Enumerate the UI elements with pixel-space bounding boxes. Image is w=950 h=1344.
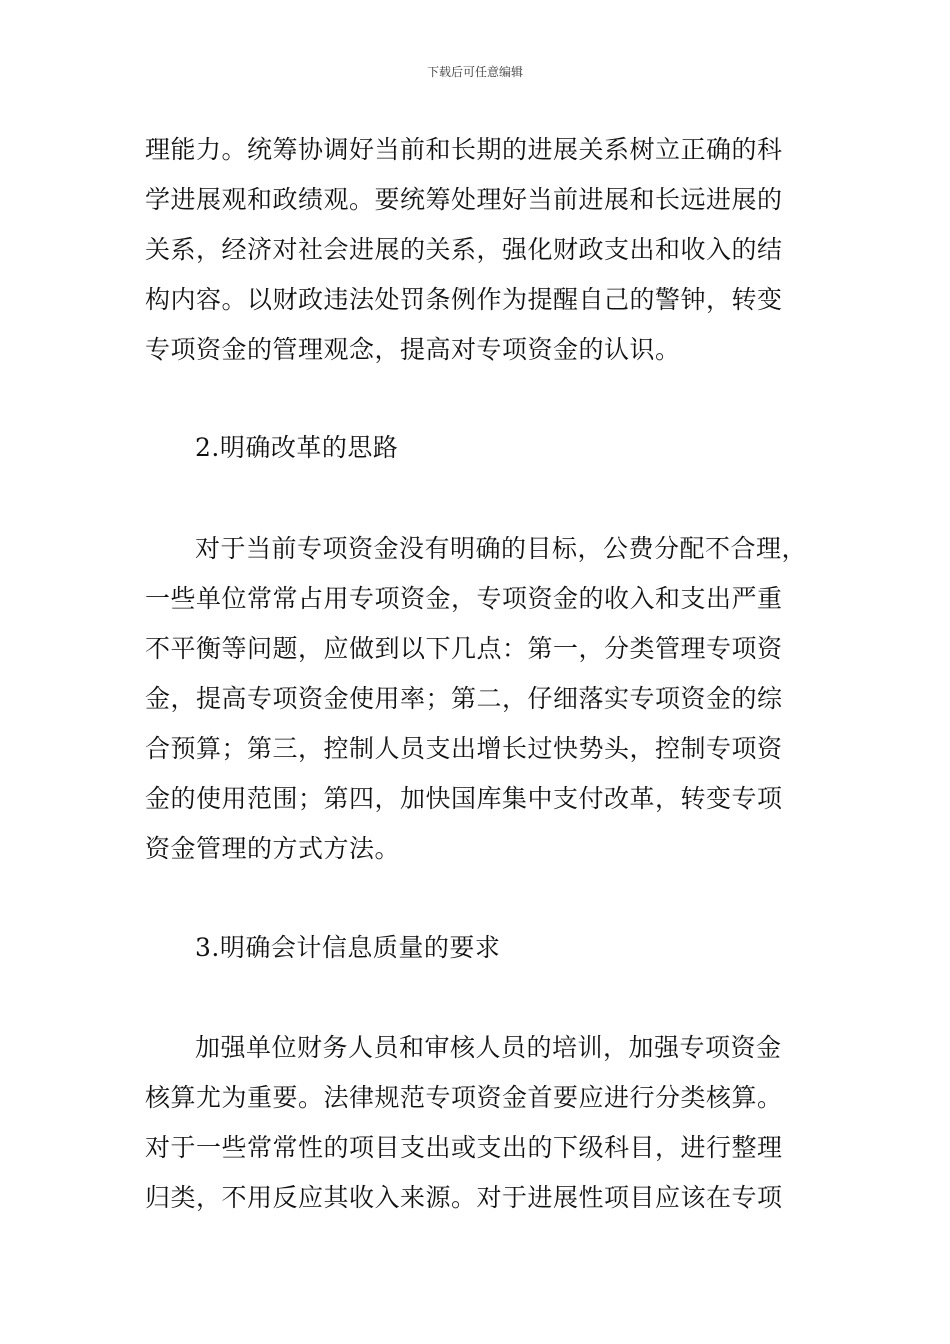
section-heading-3: 3.明确会计信息质量的要求 bbox=[195, 933, 501, 962]
paragraph-line: 对于一些常常性的项目支出或支出的下级科目，进行整理 bbox=[145, 1133, 783, 1162]
paragraph-line: 资金管理的方式方法。 bbox=[145, 834, 401, 863]
paragraph-line: 核算尤为重要。法律规范专项资金首要应进行分类核算。 bbox=[145, 1083, 783, 1112]
paragraph-line: 关系，经济对社会进展的关系，强化财政支出和收入的结 bbox=[145, 235, 783, 264]
paragraph-line: 学进展观和政绩观。要统筹处理好当前进展和长远进展的 bbox=[145, 185, 783, 214]
paragraph-line: 构内容。以财政违法处罚条例作为提醒自己的警钟，转变 bbox=[145, 285, 783, 314]
paragraph-line: 归类，不用反应其收入来源。对于进展性项目应该在专项 bbox=[145, 1183, 783, 1212]
page-header: 下载后可任意编辑 bbox=[426, 65, 523, 79]
paragraph-line: 金的使用范围；第四，加快国库集中支付改革，转变专项 bbox=[145, 784, 783, 813]
paragraph-line: 专项资金的管理观念，提高对专项资金的认识。 bbox=[145, 335, 681, 364]
paragraph-line: 对于当前专项资金没有明确的目标，公费分配不合理， bbox=[195, 534, 808, 563]
paragraph-line: 一些单位常常占用专项资金，专项资金的收入和支出严重 bbox=[145, 584, 783, 613]
section-heading-2: 2.明确改革的思路 bbox=[195, 433, 399, 462]
paragraph-line: 合预算；第三，控制人员支出增长过快势头，控制专项资 bbox=[145, 734, 783, 763]
paragraph-line: 理能力。统筹协调好当前和长期的进展关系树立正确的科 bbox=[145, 135, 783, 164]
paragraph-line: 金，提高专项资金使用率；第二，仔细落实专项资金的综 bbox=[145, 684, 783, 713]
paragraph-line: 不平衡等问题，应做到以下几点：第一，分类管理专项资 bbox=[145, 634, 783, 663]
paragraph-line: 加强单位财务人员和审核人员的培训，加强专项资金 bbox=[195, 1033, 782, 1062]
